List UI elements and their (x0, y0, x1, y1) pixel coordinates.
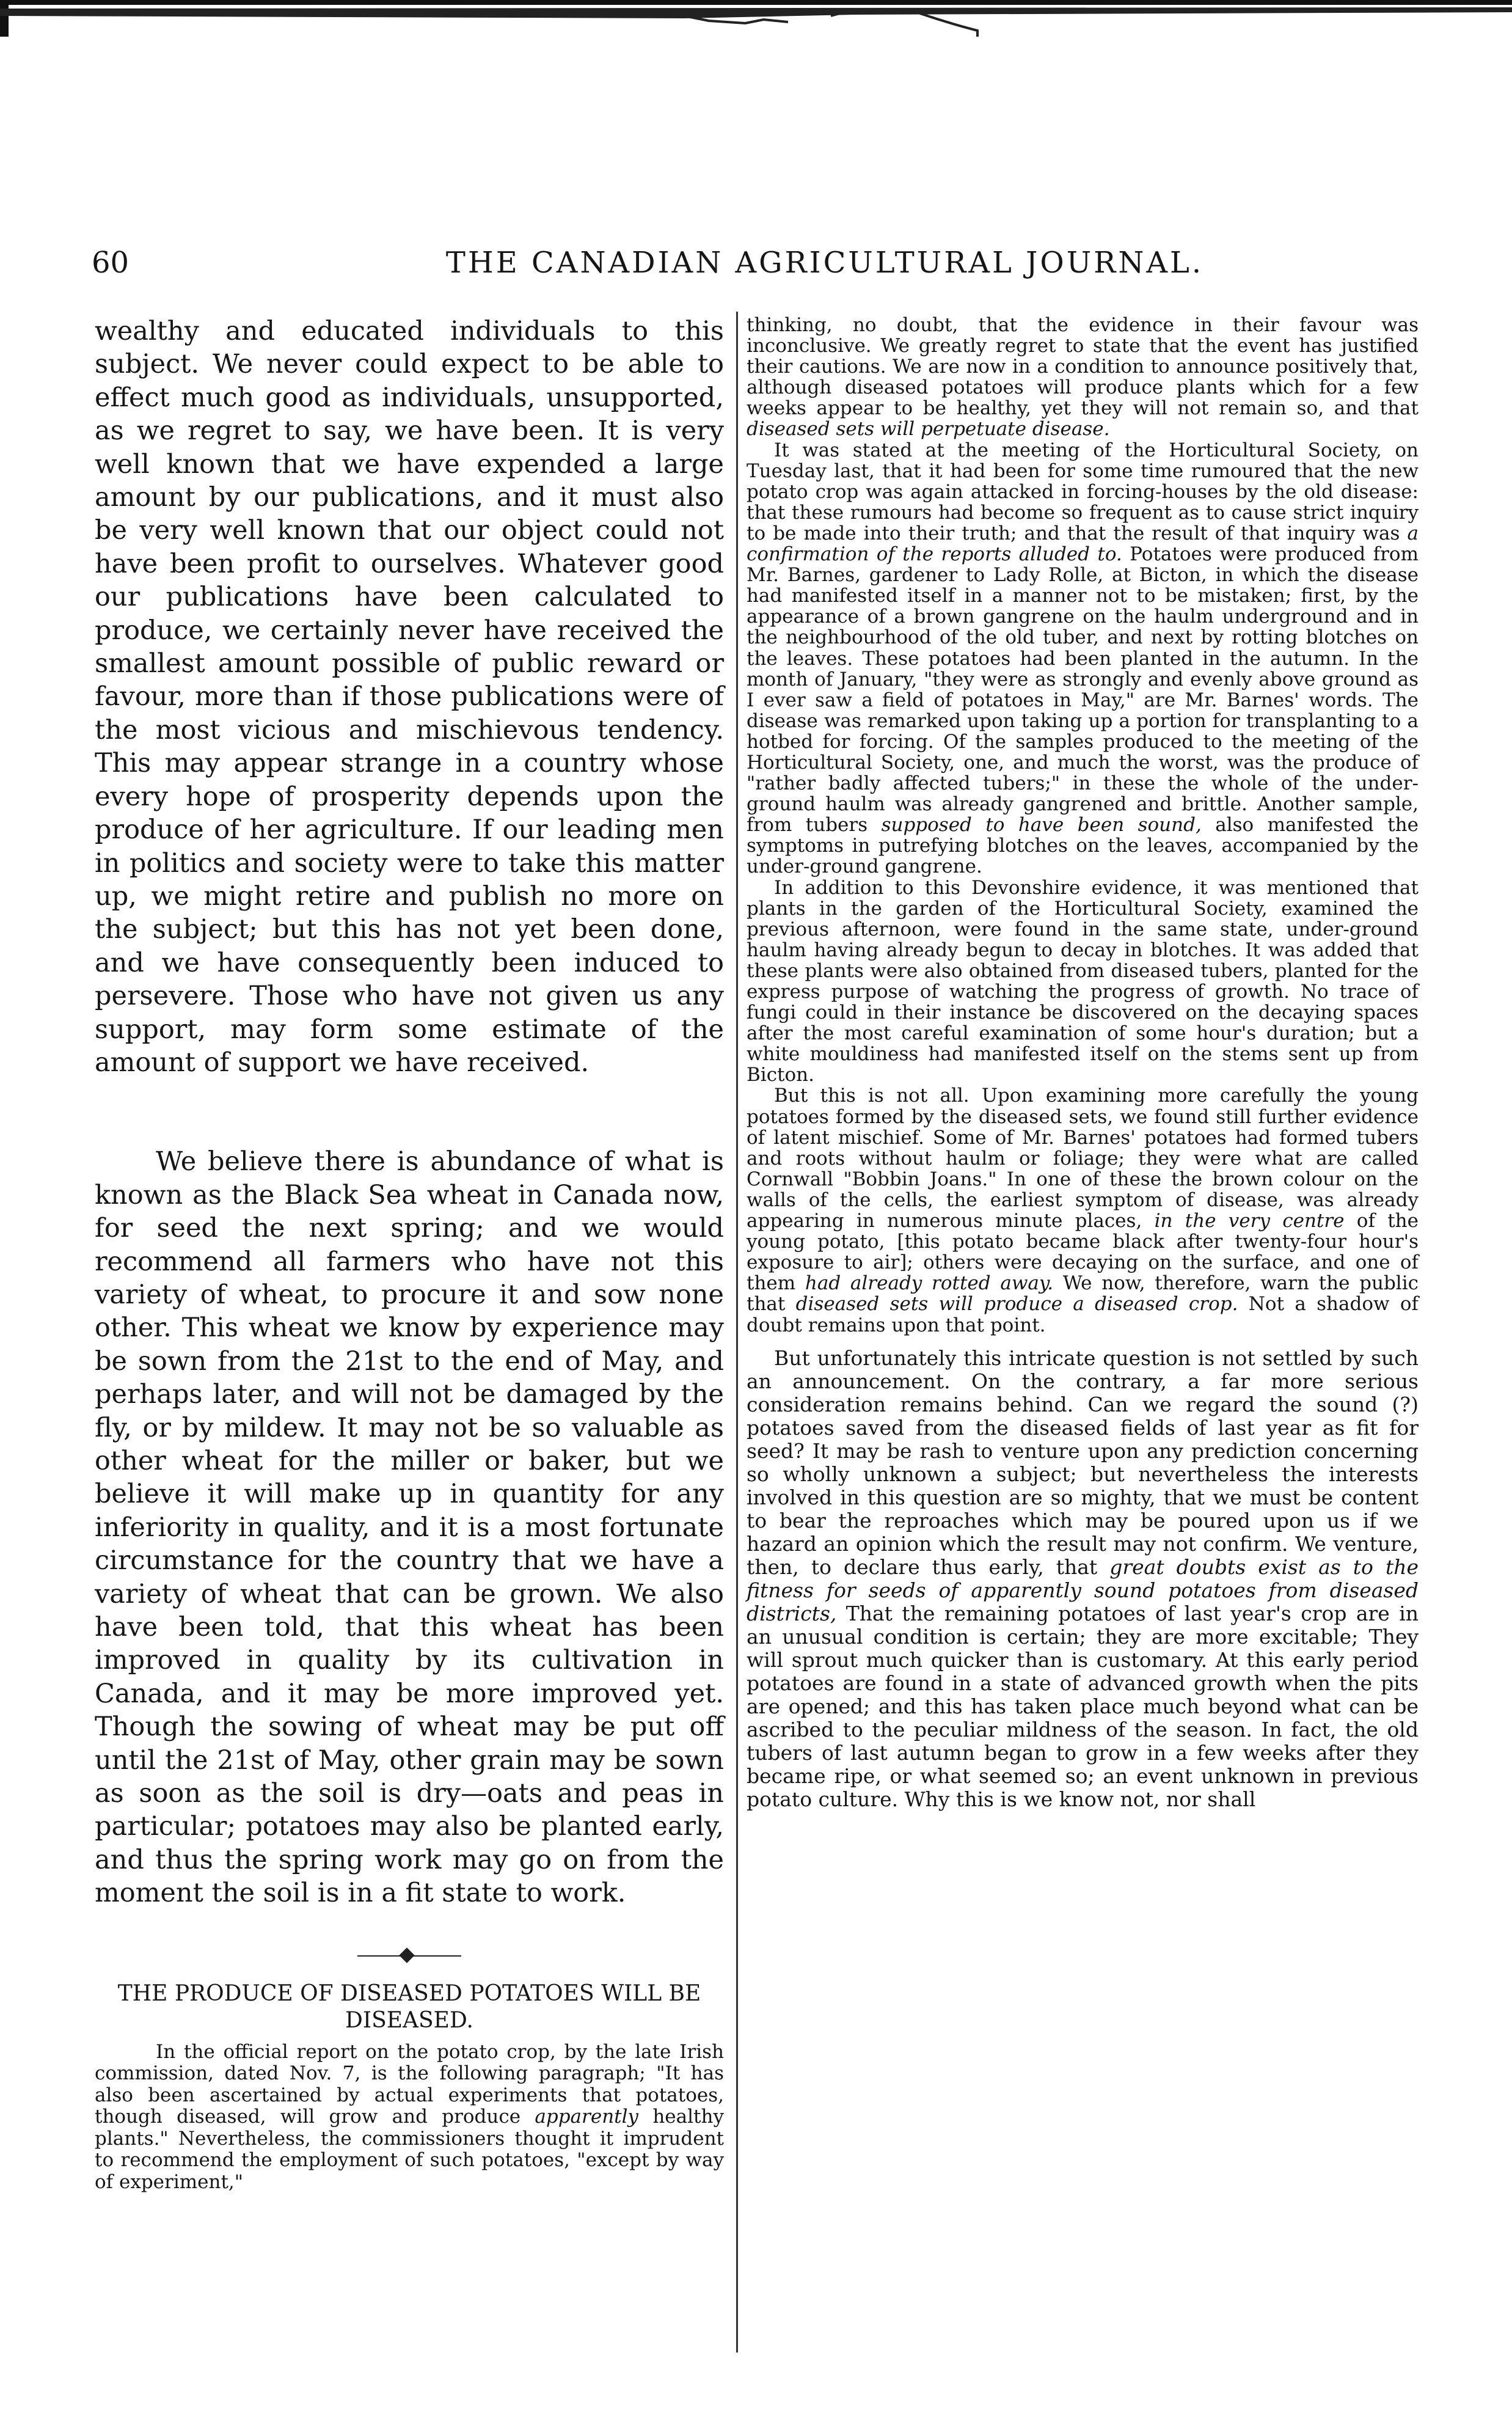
paragraph: wealthy and educated individuals to this subject. We never could expect to be able to effect much good as individuals, unsupported, as we regret to say, we have been. It is very well known that we have expended a large amount by our publications, and it must also be very well known that our object could not have been profit to ourselves. Whatever good our publications have been calculated to produce, we certainly never have received the smallest amount possible of public reward or favour, more than if those publications were of the most vicious and mischievous tendency. This may appear strange in a country whose every hope of prosperity depends upon the produce of her agriculture. If our leading men in politics and society were to take this matter up, we might retire and publish no more on the subject; but this has not yet been done, and we have consequently been induced to persevere. Those who have not given us any support, may form some estimate of the amount of support we have received. (95, 316, 724, 1078)
paragraph: But this is not all. Upon examining more carefully the young potatoes formed by the diseased sets, we found still further evidence of latent mischief. Some of Mr. Barnes' potatoes had formed tubers and roots without haulm or foliage; they were what are called Cornwall "Bobbin Joans." In one of these the brown colour on the walls of the cells, the earliest symptom of disease, was already appearing in numerous minute places, in the very centre of the young potato, [this potato became black after twenty-four hour's exposure to air]; others were decaying on the surface, and one of them had already rotted away. We now, therefore, warn the public that diseased sets will produce a diseased crop. Not a shadow of doubt remains upon that point. (747, 1085, 1419, 1336)
column-divider (736, 312, 738, 2353)
paragraph: But unfortunately this intricate question is not settled by such an announcement. On the contrary, a far more serious consideration remains behind. Can we regard the sound (?) potatoes saved from the diseased fields of last year as fit for seed? It may be rash to venture upon any prediction concerning so wholly unknown a subject; but nevertheless the interests involved in this question are so mighty, that we must be content to bear the reproaches which may be poured upon us if we hazard an opinion which the result may not confirm. We venture, then, to declare thus early, that great doubts exist as to the fitness for seeds of apparently sound potatoes from diseased districts, That the remaining potatoes of last year's crop are in an unusual condition is certain; they are more excitable; They will sprout much quicker than is customary. At this early period potatoes are found in a state of advanced growth when the pits are opened; and this has taken place much beyond what can be ascribed to the peculiar mildness of the season. In fact, the old tubers of last autumn began to grow in a few weeks after they became ripe, or what seemed so; an event unknown in previous potato culture. Why this is we know not, nor shall (747, 1346, 1419, 1811)
paragraph: thinking, no doubt, that the evidence in their favour was inconclusive. We greatly regret to state that the event has justified their cautions. We are now in a condition to announce positively that, although diseased potatoes will produce plants which for a few weeks appear to be healthy, yet they will not remain so, and that diseased sets will perpetuate disease. (747, 314, 1419, 441)
paragraph: In addition to this Devonshire evidence, it was mentioned that plants in the garden of the Horticultural Society, examined the previous afternoon, were found in the same state, under-ground haulm having already begun to decay in blotches. It was added that these plants were also obtained from diseased tubers, planted for the express purpose of watching the progress of growth. No trace of fungi could in their instance be discovered on the decaying spaces after the most careful examination of some hour's duration; but a white mouldiness had manifested itself on the stems sent up from Bicton. (747, 876, 1419, 1086)
scan-edge-mark (0, 0, 1512, 43)
paragraph-gap (95, 1079, 724, 1145)
page-header (92, 244, 1420, 293)
paragraph: We believe there is abundance of what is known as the Black Sea wheat in Canada now, for seed the next spring; and we would recommend all farmers who have not this variety of wheat, to procure it and sow none other. This wheat we know by experience may be sown from the 21st to the end of May, and perhaps later, and will not be damaged by the fly, or by mildew. It may not be so valuable as other wheat for the miller or baker, but we believe it will make up in quantity for any inferiority in quality, and it is a most fortunate circumstance for the country that we have a variety of wheat that can be grown. We also have been told, that this wheat has been improved in quality by its cultivation in Canada, and it may be more improved yet. Though the sowing of wheat may be put off until the 21st of May, other grain may be sown as soon as the soil is dry—oats and peas in particular; potatoes may also be planted early, and thus the spring work may go on from the moment the soil is in a fit state to work. (95, 1146, 724, 1909)
paragraph: In the official report on the potato crop, by the late Irish commission, dated Nov. 7, is the following paragraph; "It has also been ascertained by actual experiments that potatoes, though diseased, will grow and produce apparently healthy plants." Nevertheless, the commissioners thought it imprudent to recommend the employment of such potatoes, "except by way of experiment," (95, 2040, 724, 2193)
section-divider (357, 1947, 461, 1965)
running-head: THE CANADIAN AGRICULTURAL JOURNAL. (445, 246, 1204, 280)
right-column (747, 315, 1419, 1811)
left-column (95, 315, 724, 2193)
article-title: THE PRODUCE OF DISEASED POTATOES WILL BE DISEASED. (117, 1980, 701, 2033)
page-number: 60 (92, 246, 130, 280)
paragraph: It was stated at the meeting of the Horticultural Society, on Tuesday last, that it had been for some time rumoured that the new potato crop was again attacked in forcing-houses by the old disease: that these rumours had become so frequent as to cause strict inquiry to be made into their truth; and that the result of that inquiry was a confirmation of the reports alluded to. Potatoes were produced from Mr. Barnes, gardener to Lady Rolle, at Bicton, in which the disease had manifested itself in a manner not to be mistaken; first, by the appearance of a brown gangrene on the haulm underground and in the neighbourhood of the old tuber, and next by rotting blotches on the leaves. These potatoes had been planted in the autumn. In the month of January, "they were as strongly and evenly above ground as I ever saw a field of potatoes in May," are Mr. Barnes' words. The disease was remarked upon taking up a portion for transplanting to a hotbed for forcing. Of the samples produced to the meeting of the Horticultural Society, one, and much the worst, was the produce of "rather badly affected tubers;" in these the whole of the under-ground haulm was already gangrened and brittle. Another sample, from tubers supposed to have been sound, also manifested the symptoms in putrefying blotches on the leaves, accompanied by the under-ground gangrene. (747, 439, 1419, 878)
